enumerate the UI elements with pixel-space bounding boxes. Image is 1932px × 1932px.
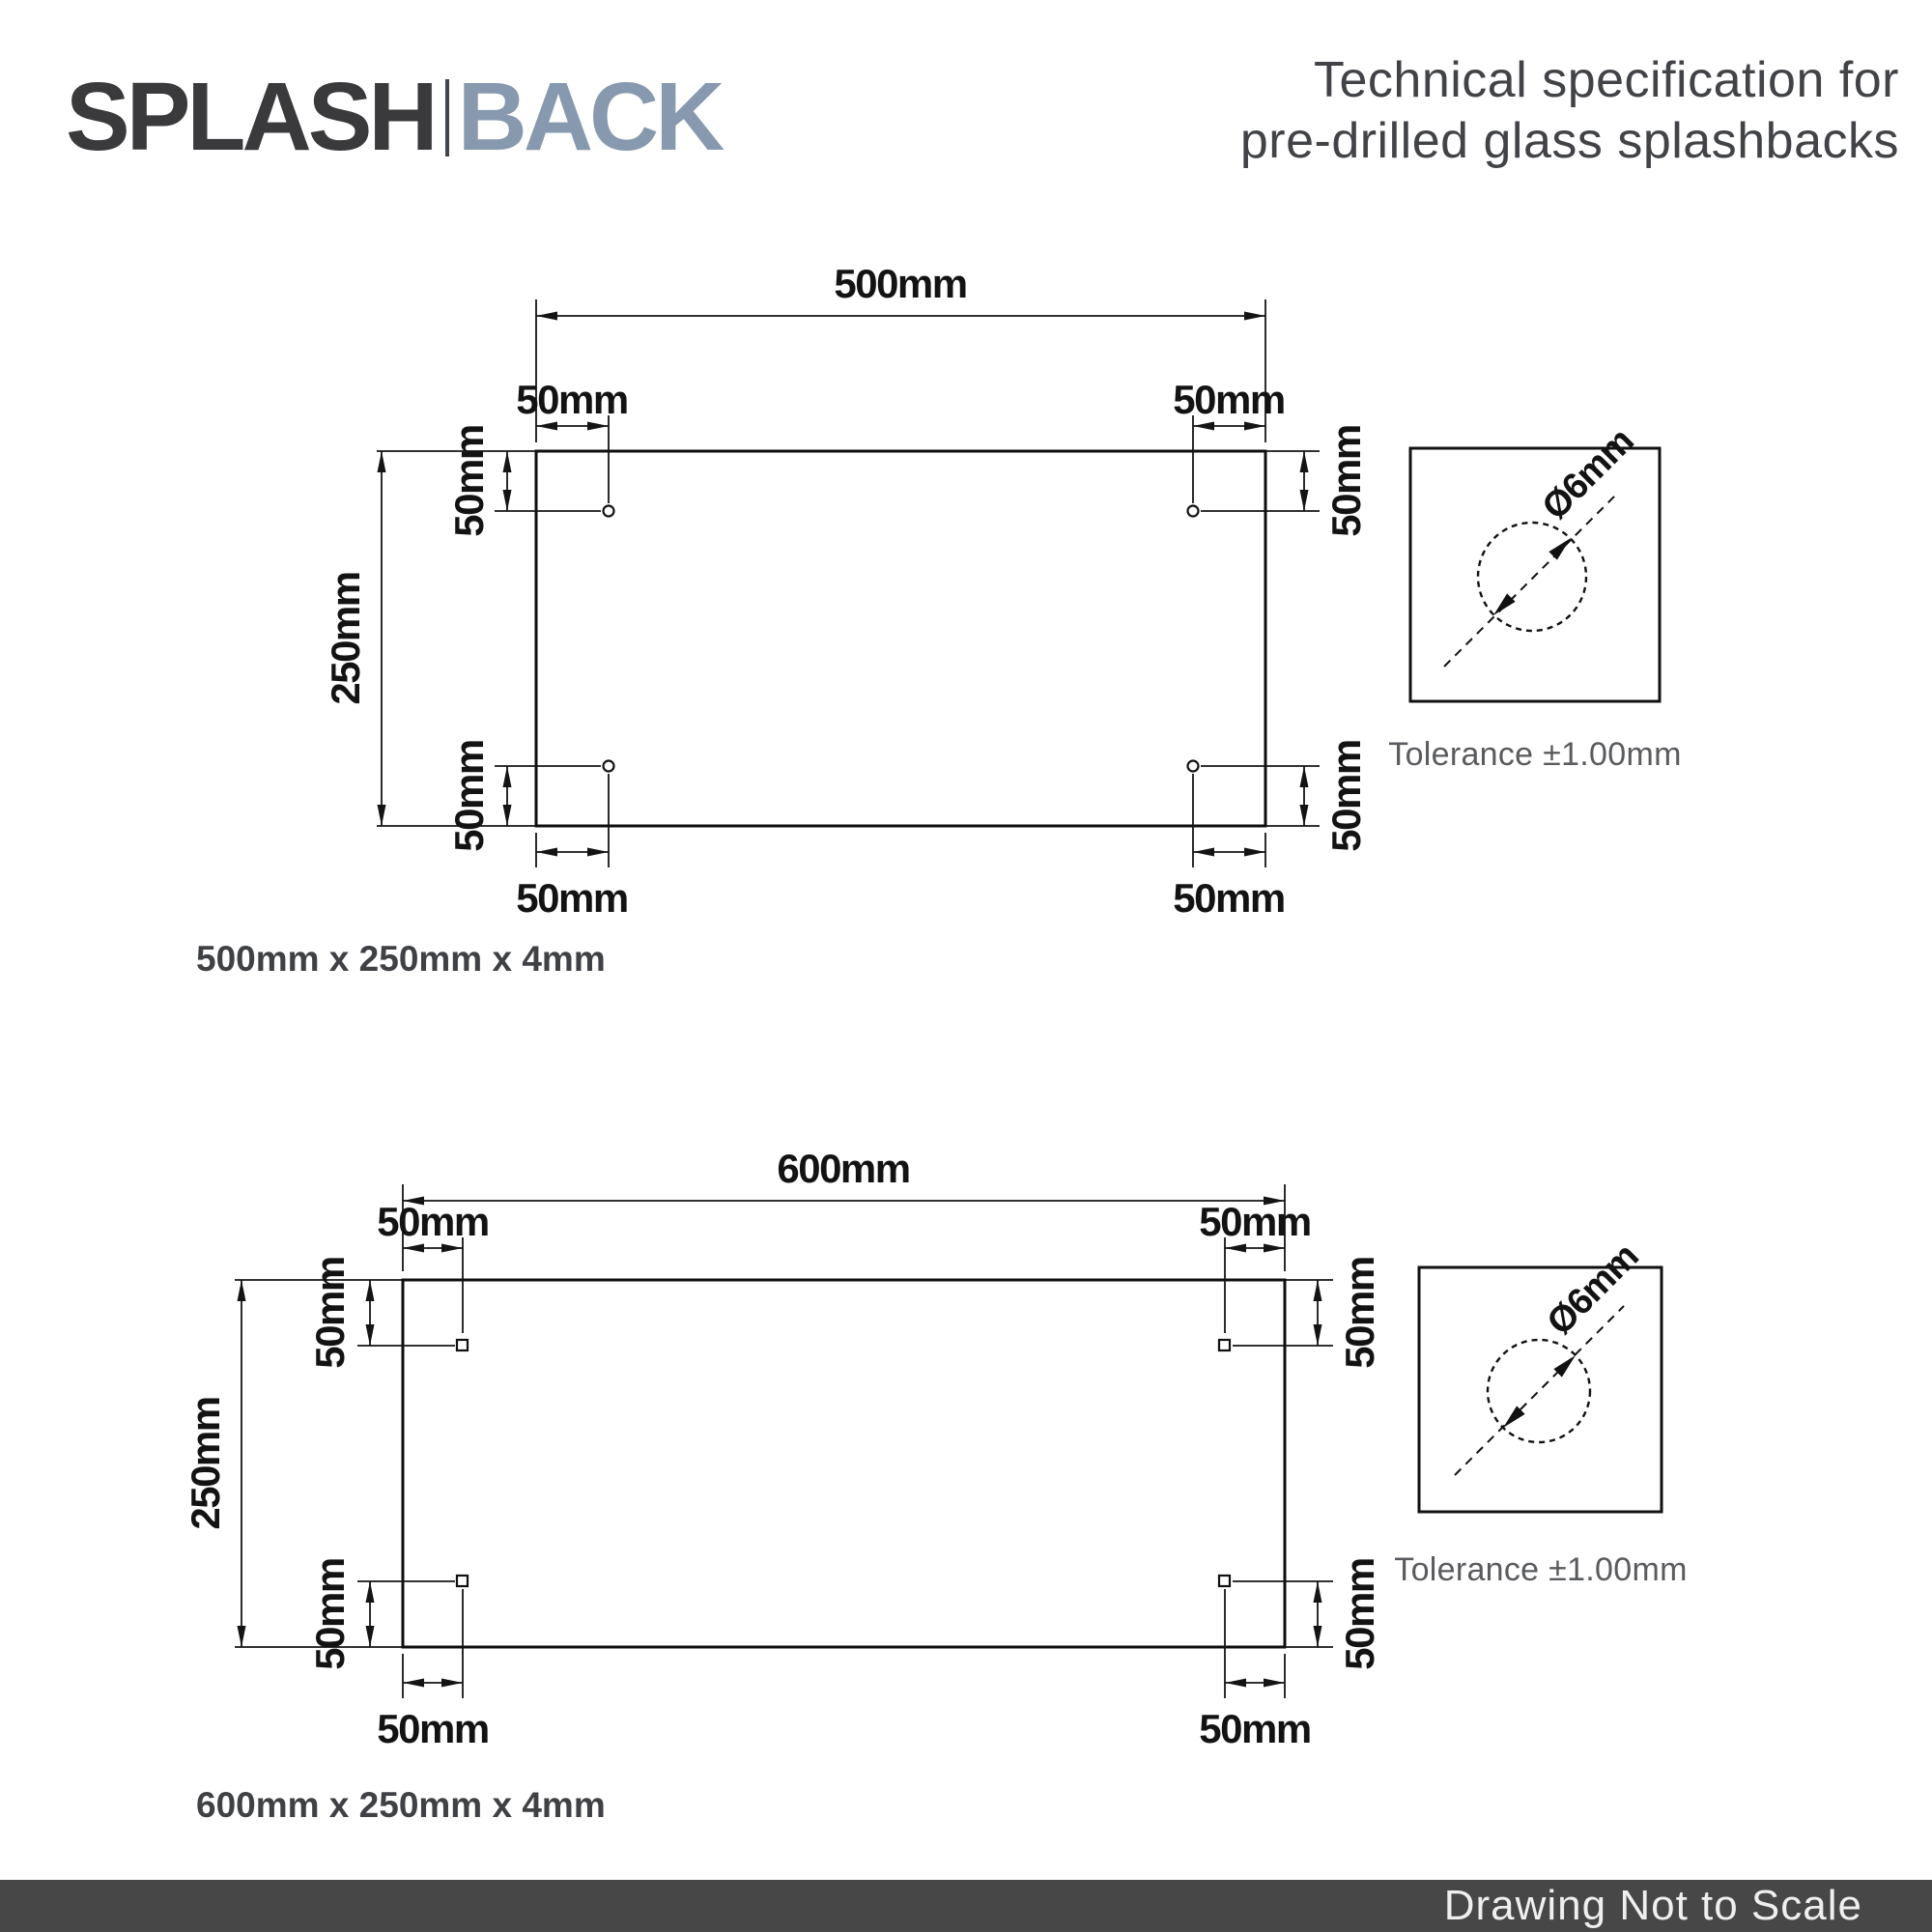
footer-bar — [0, 1880, 1932, 1932]
page-title-line2: pre-drilled glass splashbacks — [1239, 113, 1899, 169]
splashback-outline — [536, 451, 1265, 826]
hole-offset-label: 50mm — [1337, 1257, 1382, 1369]
hole-detail-600 — [1419, 1236, 1662, 1512]
height-dim-label: 250mm — [183, 1397, 228, 1530]
hole-offset-label: 50mm — [1337, 1558, 1382, 1670]
size-caption-600: 600mm x 250mm x 4mm — [196, 1785, 606, 1825]
hole-offset-label: 50mm — [1323, 425, 1369, 537]
hole-diameter-label: Ø6mm — [1534, 420, 1642, 528]
height-dim-label: 250mm — [323, 572, 368, 705]
hole-offset-label: 50mm — [377, 1199, 489, 1244]
logo-splash: SPLASH — [66, 63, 435, 171]
drawing-600x250 — [183, 1146, 1382, 1751]
hole-offset-label: 50mm — [1173, 875, 1285, 921]
size-caption-500: 500mm x 250mm x 4mm — [196, 939, 606, 979]
extension-lines — [235, 1184, 1333, 1698]
hole-offset-label: 50mm — [1173, 377, 1285, 422]
hole-offset-label: 50mm — [516, 875, 628, 921]
drill-holes — [604, 506, 1199, 772]
hole-offset-label: 50mm — [377, 1706, 489, 1751]
tolerance-note-600: Tolerance ±1.00mm — [1394, 1551, 1688, 1588]
hole-offset-label: 50mm — [1199, 1706, 1311, 1751]
hole-offset-label: 50mm — [516, 377, 628, 422]
hole-offset-label: 50mm — [1199, 1199, 1311, 1244]
hole-offset-label: 50mm — [1323, 740, 1369, 852]
tolerance-note-500: Tolerance ±1.00mm — [1388, 736, 1682, 773]
drawing-500x250 — [323, 261, 1369, 921]
hole-detail-500 — [1410, 421, 1660, 701]
hole-diameter-label: Ø6mm — [1539, 1236, 1647, 1344]
scale-note: Drawing Not to Scale — [1443, 1882, 1862, 1929]
hole-offset-label: 50mm — [446, 740, 492, 852]
splashback-outline — [403, 1280, 1285, 1647]
page-title-line1: Technical specification for — [1313, 52, 1899, 108]
hole-offset-label: 50mm — [446, 425, 492, 537]
width-dim-label: 600mm — [777, 1146, 910, 1191]
drill-holes — [457, 1340, 1230, 1586]
logo-back: BACK — [457, 63, 722, 171]
width-dim-label: 500mm — [834, 261, 967, 306]
hole-offset-label: 50mm — [307, 1257, 353, 1369]
hole-offset-label: 50mm — [307, 1558, 353, 1670]
